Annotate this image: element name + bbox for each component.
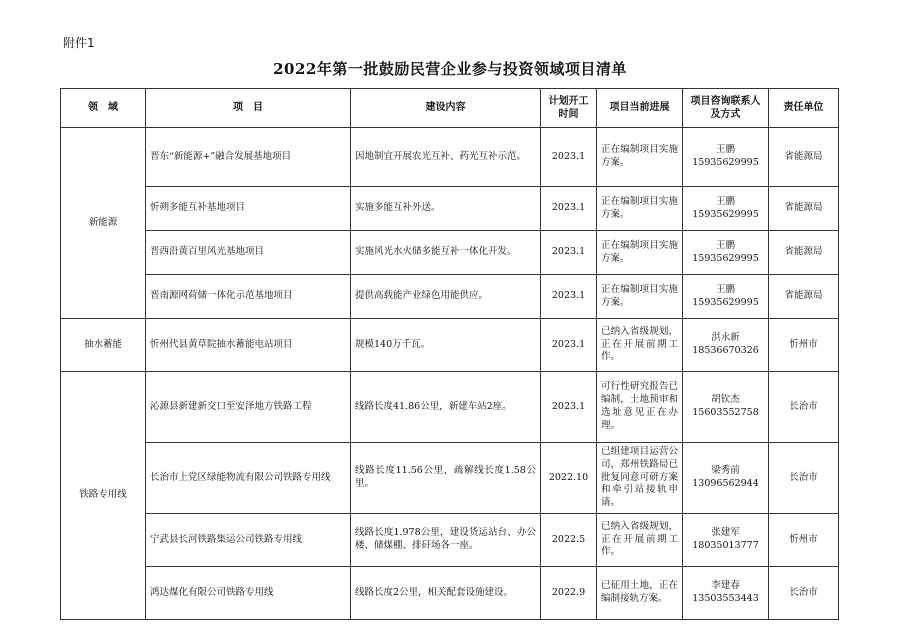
contact-phone: 13503553443 bbox=[692, 593, 759, 604]
project-cell: 晋东“新能源+”融合发展基地项目 bbox=[146, 128, 351, 187]
project-table bbox=[60, 88, 839, 620]
table-row bbox=[61, 231, 839, 275]
contact-phone: 15935629995 bbox=[692, 208, 759, 220]
content-cell: 规模140万千瓦。 bbox=[351, 319, 541, 372]
table-row bbox=[61, 372, 839, 443]
start-time-cell: 2023.1 bbox=[541, 231, 597, 275]
header-progress: 项目当前进展 bbox=[597, 89, 683, 128]
contact-name: 王鹏 bbox=[715, 144, 735, 156]
progress-cell: 正在编制项目实施方案。 bbox=[597, 187, 683, 231]
table-header-row bbox=[61, 89, 839, 128]
unit-cell: 长治市 bbox=[769, 443, 839, 514]
start-time-cell: 2022.5 bbox=[541, 514, 597, 567]
unit-cell: 省能源局 bbox=[769, 187, 839, 231]
progress-cell: 已征用土地，正在编制接轨方案。 bbox=[597, 567, 683, 620]
unit-cell: 长治市 bbox=[769, 372, 839, 443]
contact-name: 胡钦杰 bbox=[711, 394, 740, 406]
contact-cell bbox=[683, 231, 769, 275]
contact-cell bbox=[683, 128, 769, 187]
header-contact: 项目咨询联系人及方式 bbox=[683, 89, 769, 128]
project-cell: 忻州代县黄草院抽水蓄能电站项目 bbox=[146, 319, 351, 372]
attachment-label: 附件1 bbox=[63, 36, 95, 50]
header-project: 项 目 bbox=[146, 89, 351, 128]
project-cell: 宁武县长河铁路集运公司铁路专用线 bbox=[146, 514, 351, 567]
start-time-cell: 2023.1 bbox=[541, 372, 597, 443]
contact-cell bbox=[683, 187, 769, 231]
progress-cell: 可行性研究报告已编制，土地预审和选址意见正在办理。 bbox=[597, 372, 683, 443]
contact-phone: 15935629995 bbox=[692, 252, 759, 264]
contact-cell bbox=[683, 567, 769, 620]
unit-cell: 忻州市 bbox=[769, 514, 839, 567]
unit-cell: 忻州市 bbox=[769, 319, 839, 372]
contact-phone: 18536670326 bbox=[692, 345, 759, 356]
project-cell: 鸿达煤化有限公司铁路专用线 bbox=[146, 567, 351, 620]
table-row bbox=[61, 514, 839, 567]
contact-phone: 18035013777 bbox=[692, 540, 759, 551]
contact-name: 王鹏 bbox=[715, 283, 735, 295]
domain-cell: 抽水蓄能 bbox=[61, 319, 146, 372]
content-cell: 提供高载能产业绿色用能供应。 bbox=[351, 275, 541, 319]
content-cell: 线路长度41.86公里，新建车站2座。 bbox=[351, 372, 541, 443]
contact-name: 王鹏 bbox=[715, 239, 735, 251]
start-time-cell: 2023.1 bbox=[541, 319, 597, 372]
progress-cell: 已纳入省级规划，正在开展前期工作。 bbox=[597, 514, 683, 567]
contact-name: 王鹏 bbox=[715, 195, 735, 207]
contact-name: 梁秀前 bbox=[711, 465, 740, 477]
start-time-cell: 2023.1 bbox=[541, 128, 597, 187]
content-cell: 实施风光水火储多能互补一体化开发。 bbox=[351, 231, 541, 275]
document-title: 2022年第一批鼓励民营企业参与投资领域项目清单 bbox=[273, 60, 627, 78]
table-row bbox=[61, 319, 839, 372]
contact-cell bbox=[683, 275, 769, 319]
contact-phone: 13096562944 bbox=[692, 478, 759, 489]
table-row bbox=[61, 275, 839, 319]
table-row bbox=[61, 187, 839, 231]
progress-cell: 已纳入省级规划，正在开展前期工作。 bbox=[597, 319, 683, 372]
content-cell: 线路长度1.978公里，建设货运站台、办公楼、储煤棚、排矸场各一座。 bbox=[351, 514, 541, 567]
start-time-cell: 2023.1 bbox=[541, 275, 597, 319]
unit-cell: 省能源局 bbox=[769, 275, 839, 319]
content-cell: 线路长度11.56公里，疏解线长度1.58公里。 bbox=[351, 443, 541, 514]
contact-name: 张建军 bbox=[711, 527, 740, 539]
project-cell: 忻朔多能互补基地项目 bbox=[146, 187, 351, 231]
contact-cell bbox=[683, 372, 769, 443]
domain-cell: 新能源 bbox=[61, 128, 146, 319]
progress-cell: 已组建项目运营公司，郑州铁路局已批复同意可研方案和牵引站接轨申请。 bbox=[597, 443, 683, 514]
contact-phone: 15935629995 bbox=[692, 296, 759, 308]
header-unit: 责任单位 bbox=[769, 89, 839, 128]
progress-cell: 正在编制项目实施方案。 bbox=[597, 128, 683, 187]
unit-cell: 省能源局 bbox=[769, 128, 839, 187]
content-cell: 因地制宜开展农光互补、药光互补示范。 bbox=[351, 128, 541, 187]
content-cell: 实施多能互补外送。 bbox=[351, 187, 541, 231]
domain-cell: 铁路专用线 bbox=[61, 372, 146, 620]
contact-cell bbox=[683, 443, 769, 514]
table-row bbox=[61, 443, 839, 514]
contact-phone: 15935629995 bbox=[692, 157, 759, 168]
project-cell: 晋南源网荷储一体化示范基地项目 bbox=[146, 275, 351, 319]
unit-cell: 长治市 bbox=[769, 567, 839, 620]
contact-name: 李建春 bbox=[711, 580, 740, 592]
header-domain: 领 域 bbox=[61, 89, 146, 128]
start-time-cell: 2023.1 bbox=[541, 187, 597, 231]
table-row bbox=[61, 567, 839, 620]
contact-phone: 15603552758 bbox=[692, 407, 759, 418]
project-cell: 晋西沿黄百里风光基地项目 bbox=[146, 231, 351, 275]
header-content: 建设内容 bbox=[351, 89, 541, 128]
project-cell: 长治市上党区绿能物流有限公司铁路专用线 bbox=[146, 443, 351, 514]
start-time-cell: 2022.9 bbox=[541, 567, 597, 620]
progress-cell: 正在编制项目实施方案。 bbox=[597, 231, 683, 275]
project-cell: 沁源县新建新交口至安泽地方铁路工程 bbox=[146, 372, 351, 443]
content-cell: 线路长度2公里，相关配套设施建设。 bbox=[351, 567, 541, 620]
table-row bbox=[61, 128, 839, 187]
unit-cell: 省能源局 bbox=[769, 231, 839, 275]
header-start-time: 计划开工时间 bbox=[541, 89, 597, 128]
contact-name: 洪永新 bbox=[711, 332, 740, 344]
start-time-cell: 2022.10 bbox=[541, 443, 597, 514]
contact-cell bbox=[683, 514, 769, 567]
contact-cell bbox=[683, 319, 769, 372]
progress-cell: 正在编制项目实施方案。 bbox=[597, 275, 683, 319]
